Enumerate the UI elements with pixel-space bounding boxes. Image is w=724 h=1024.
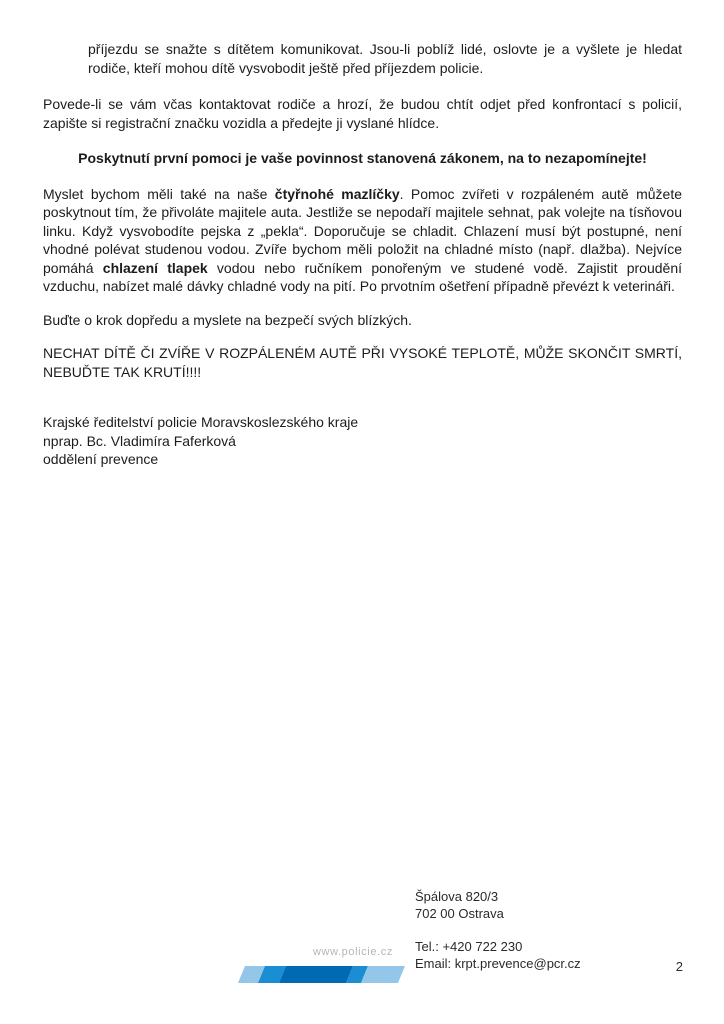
paragraph-warning-caps: NECHAT DÍTĚ ČI ZVÍŘE V ROZPÁLENÉM AUTĚ PŘI VYSOKÉ TEPLOTĚ, MŮŽE SKONČIT SMRTÍ, NEBUĎTE TAK KRUTÍ!!!! — [43, 345, 682, 380]
logo-segment-light-right — [361, 966, 405, 983]
document-body — [0, 0, 724, 469]
signature-department: oddělení prevence — [43, 451, 159, 467]
footer-contact — [415, 938, 581, 972]
paragraph-pets — [43, 185, 682, 296]
paragraph-pets-bold-pets: čtyřnohé mazlíčky — [274, 185, 400, 202]
signature-block — [43, 413, 682, 469]
signature-author: nprap. Bc. Vladimíra Faferková — [43, 432, 236, 449]
footer-address — [415, 888, 504, 922]
paragraph-advice: Buďte o krok dopředu a myslete na bezpečí svých blízkých. — [43, 311, 412, 328]
footer-address-street: Špálova 820/3 — [415, 889, 499, 904]
paragraph-child-communication: příjezdu se snažte s dítětem komunikovat. Jsou-li poblíž lidé, oslovte je a vyšlete je hledat rodiče, kteří mohou dítě vysvobodit ještě před příjezdem policie. — [88, 41, 682, 76]
police-logo-stripe — [238, 966, 405, 983]
paragraph-license-plate: Povede-li se vám včas kontaktovat rodiče a hrozí, že budou chtít odjet před konfrontací s policií, zapište si registrační značku vozidla a předejte ji vyslané hlídce. — [43, 96, 682, 131]
footer-email: Email: krpt.prevence@pcr.cz — [415, 956, 581, 971]
signature-directorate: Krajské ředitelství policie Moravskoslezského kraje — [43, 414, 359, 430]
footer-address-city: 702 00 Ostrava — [415, 906, 504, 921]
page-number: 2 — [675, 959, 683, 974]
footer-phone: Tel.: +420 722 230 — [415, 939, 523, 954]
paragraph-pets-part-3: vodou nebo ručníkem ponořeným ve studené vodě. Zajistit proudění vzduchu, nabízet malé dávky chladné vody na pití. Po prvotním ošetření případně převézt k veterináři. — [43, 259, 682, 294]
paragraph-pets-part-2: . Pomoc zvířeti v rozpáleném autě můžete poskytnout tím, že přivoláte majitele auta. Jestliže se nepodaří majitele sehnat, pak volejte na tísňovou linku. Když vysvobodíte pejska z „pekla“. Doporučuje se chladit. Chlazení musí být postupné, není vhodné polévat studenou vodou. Zvíře bychom měli položit na chladné místo (např. dlažba). Nejvíce pomáhá — [43, 185, 683, 276]
paragraph-pets-part-1: Myslet bychom měli také na naše — [43, 185, 275, 202]
logo-segment-dark-center — [279, 966, 353, 983]
paragraph-pets-bold-paw-cooling: chlazení tlapek — [102, 259, 208, 276]
heading-first-aid-duty: Poskytnutí první pomoci je vaše povinnost stanovená zákonem, na to nezapomínejte! — [78, 150, 647, 166]
police-website-label: www.policie.cz — [313, 946, 393, 958]
